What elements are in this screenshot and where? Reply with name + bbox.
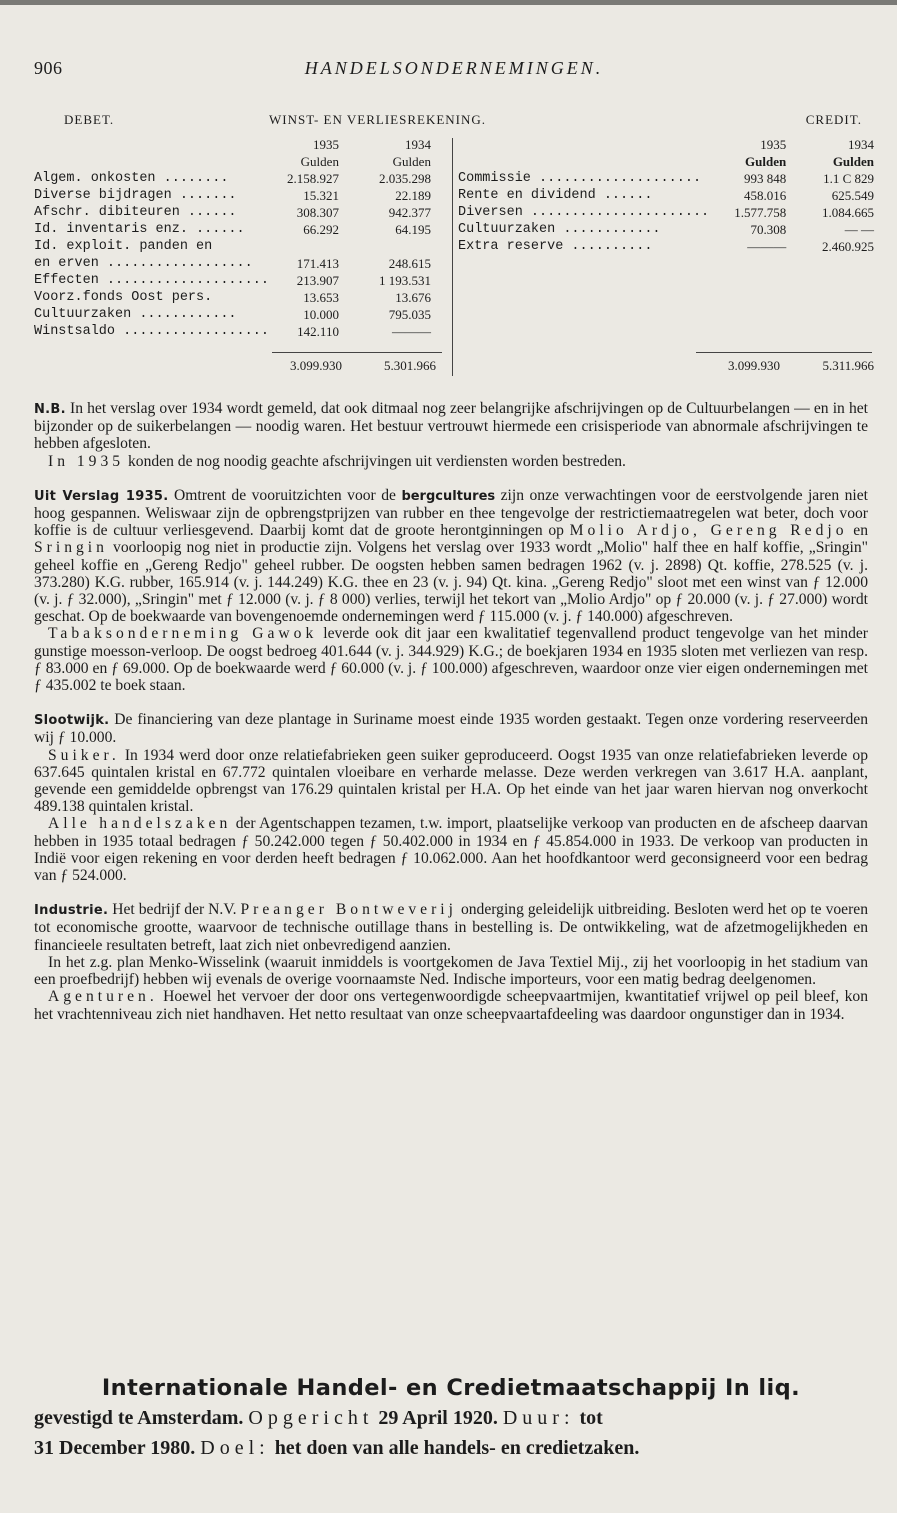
debet-label: en erven ..................	[34, 256, 253, 271]
company-founded-label: Opgericht	[248, 1407, 374, 1429]
credit-total-1935: 3.099.930	[728, 358, 780, 373]
debet-row	[34, 306, 431, 323]
profit-loss-account	[34, 136, 874, 391]
credit-value-1934: 2.460.925	[822, 239, 874, 254]
account-heading	[34, 112, 874, 132]
debet-value-1935: 308.307	[296, 205, 339, 220]
debet-year-1935: 1935	[312, 137, 339, 152]
credit-unit-row	[458, 153, 874, 170]
debet-year-1934: 1934	[404, 137, 431, 152]
company-founded-date: 29 April 1920.	[373, 1407, 503, 1429]
credit-value-1935: 458.016	[743, 188, 787, 203]
debet-value-1934: 13.676	[395, 290, 431, 305]
verslag-spaced-1: Molio Ardjo, Gereng Redjo	[569, 522, 848, 540]
debet-unit-1934: Gulden	[392, 154, 431, 169]
nb-lead: N.B.	[34, 402, 66, 417]
debet-value-1934: 942.377	[388, 205, 431, 220]
verslag-spaced-2: Sringin	[34, 539, 108, 557]
debet-label: Algem. onkosten ........	[34, 171, 229, 186]
credit-label: Cultuurzaken ............	[458, 222, 661, 237]
industrie-text-3: In het z.g. plan Menko-Wisselink (waaruit inmiddels is voortgekomen de Java Textiel Mij., zij het voorloopig in het stadium van een proefbedrijf) hebben wij evenals de overige voornaamste Ned. Indische importeurs, voor een matig bedrag deelgenomen.	[34, 953, 868, 989]
slootwijk-paragraph	[34, 711, 868, 746]
credit-label: Commissie ....................	[458, 171, 702, 186]
industrie-paragraph-3	[34, 988, 868, 1022]
slootwijk-spaced-2: Alle handelszaken	[48, 815, 232, 833]
company-seat: gevestigd te Amsterdam.	[34, 1407, 249, 1429]
verslag-paragraph-2	[34, 625, 868, 694]
credit-row	[458, 221, 874, 238]
debet-row	[34, 323, 431, 340]
credit-label: Extra reserve ..........	[458, 239, 653, 254]
debet-value-1934: 248.615	[388, 256, 431, 271]
company-line-2	[34, 1433, 868, 1463]
credit-unit-1935: Gulden	[745, 154, 787, 169]
company-purpose-label: Doel:	[200, 1437, 270, 1459]
verslag-text-3: en	[847, 522, 868, 540]
debet-row	[34, 170, 431, 187]
credit-value-1935: ———	[747, 239, 787, 254]
debet-row	[34, 204, 431, 221]
industrie-paragraph-2	[34, 954, 868, 988]
debet-row	[34, 221, 431, 238]
nb-paragraph	[34, 400, 868, 453]
industrie-text-1: Het bedrijf der N.V.	[108, 901, 241, 919]
slootwijk-text-1: De financiering van deze plantage in Suriname moest einde 1935 worden gestaakt. Tegen onze vordering reserveerden wij ƒ 10.000.	[34, 711, 868, 747]
debet-value-1935: 142.110	[297, 324, 339, 339]
debet-label: Id. inventaris enz. ......	[34, 222, 245, 237]
debet-value-1934: 2.035.298	[378, 171, 431, 186]
debet-label: Afschr. dibiteuren ......	[34, 205, 237, 220]
verslag-text-2: zijn onze verwachtingen voor de eerstvolgende jaren niet hoog gespannen. Weliswaar zijn de opbrengstprijzen van rubber en thee tengevolge der restrictiemaatregelen wat beter, doch voor koffie is de cultuur verliesgevend. Daarbij komt dat de groote herontginningen op	[34, 486, 868, 540]
debet-table	[34, 136, 431, 340]
credit-row	[458, 187, 874, 204]
credit-table	[458, 136, 874, 255]
verslag-paragraph	[34, 487, 868, 626]
debet-value-1935: 13.653	[303, 290, 339, 305]
page-number: 906	[34, 58, 63, 78]
debet-rows	[34, 170, 431, 340]
page-header	[34, 58, 874, 82]
credit-year-row	[458, 136, 874, 153]
credit-row	[458, 238, 874, 255]
debet-value-1934: 22.189	[395, 188, 431, 203]
slootwijk-lead: Slootwijk.	[34, 713, 110, 729]
credit-label: CREDIT.	[805, 112, 862, 127]
debet-row	[34, 187, 431, 204]
verslag-text-4: voorloopig nog niet in productie zijn. Volgens het verslag over 1933 wordt „Molio" half thee en half koffie, „Sringin" geheel koffie en „Gereng Redjo" geheel rubber. De oogsten hebben samen bedragen 1962 (v. j. 2898) Qt. koffie, 278.525 (v. j. 373.280) K.G. rubber, 165.914 (v. j. 144.249) K.G. thee en 23 (v. j. 94) Qt. kina. „Gereng Redjo" sloot met een winst van ƒ 12.000 (v. j. ƒ 32.000), „Sringin" met ƒ 12.000 (v. j. ƒ 8 000) verlies, terwijl het tekort van „Molio Ardjo" op ƒ 20.000 (v. j. ƒ 27.000) wordt geschat. Op de boekwaarde van bovengenoemde ondernemingen werd ƒ 115.000 (v. j. ƒ 140.000) afgeschreven.	[34, 539, 868, 626]
credit-label: Rente en dividend ......	[458, 188, 653, 203]
credit-value-1934: 1.1 C 829	[823, 171, 874, 186]
nb-text-2: konden de nog noodig geachte afschrijvingen uit verdiensten worden bestreden.	[124, 452, 626, 470]
credit-label: Diversen ......................	[458, 205, 710, 220]
verslag-bold: bergcultures	[401, 488, 496, 504]
credit-value-1935: 993 848	[743, 171, 787, 186]
slootwijk-text-3: der Agentschappen tezamen, t.w. import, plaatselijke verkoop van producten en de afscheep daarvan hebben in 1935 totaal bedragen ƒ 50.242.000 tegen ƒ 50.402.000 in 1934 en ƒ 45.854.000 in 1933. De verkoop van producten in Indië voor eigen rekening en voor derden heeft bedragen ƒ 10.062.000. Aan het hoofdkantoor werd geconsigneerd voor een bedrag van ƒ 524.000.	[34, 815, 868, 885]
company-duration-date: 31 December 1980.	[34, 1437, 201, 1459]
company-line-1	[34, 1403, 868, 1433]
industrie-spaced-1: Preanger Bontweverij	[240, 901, 457, 919]
company-purpose: het doen van alle handels- en credietzaken.	[269, 1437, 640, 1459]
credit-value-1934: 625.549	[831, 188, 874, 203]
debet-total-1935: 3.099.930	[290, 358, 342, 373]
credit-total-rule	[696, 352, 872, 353]
debet-label: Cultuurzaken ............	[34, 307, 237, 322]
industrie-lead: Industrie.	[34, 903, 109, 919]
debet-value-1935: 15.321	[303, 188, 339, 203]
credit-value-1935: 70.308	[750, 222, 787, 237]
debet-label: Id. exploit. panden en	[34, 239, 213, 254]
verslag-text-5: leverde ook dit jaar een kwalitatief tegenvallend product tengevolge van het minder gunstige moesson-verloop. De oogst bedroeg 401.644 (v. j. 344.929) K.G.; de boekjaren 1934 en 1935 sloten met verliezen van resp. ƒ 83.000 en ƒ 69.000. Op de boekwaarde werd ƒ 60.000 (v. j. ƒ 100.000) afgeschreven, waardoor onze vier eigen ondernemingen met ƒ 435.002 te boek staan.	[34, 625, 868, 695]
debet-year-row	[34, 136, 431, 153]
credit-row	[458, 170, 874, 187]
account-divider	[452, 138, 453, 376]
verslag-text-1: Omtrent de vooruitzichten voor de	[168, 486, 402, 504]
debet-row	[34, 272, 431, 289]
nb-year: In 1935	[48, 452, 125, 470]
debet-value-1935: 171.413	[296, 256, 339, 271]
debet-value-1934: 795.035	[388, 307, 431, 322]
slootwijk-spaced-1: Suiker.	[48, 746, 120, 764]
debet-label: Diverse bijdragen .......	[34, 188, 237, 203]
nb-text: In het verslag over 1934 wordt gemeld, dat ook ditmaal nog zeer belangrijke afschrijvingen op de Cultuurbelangen — en in het bijzonder op de suikerbelangen — noodig waren. Het bestuur vertrouwt hiermede een crisisperiode van abnormale afschrijvingen te hebben afgesloten.	[34, 400, 868, 453]
credit-year-1934: 1934	[848, 137, 874, 152]
credit-total-1934: 5.311.966	[822, 358, 874, 373]
verslag-lead: Uit Verslag 1935.	[34, 488, 169, 504]
slootwijk-paragraph-3	[34, 815, 868, 884]
verslag-spaced-3: Tabaksonderneming Gawok	[48, 625, 318, 643]
debet-row	[34, 289, 431, 306]
credit-value-1934: — —	[844, 222, 874, 237]
slootwijk-text-2: In 1934 werd door onze relatiefabrieken geen suiker geproduceerd. Oogst 1935 van onze relatiefabrieken leverde op 637.645 quintalen kristal en 67.772 quintalen vloeibare en verharde melasse. Deze werden verkregen van 3.617 H.A. aanplant, gevende een gemiddelde opbrengst van 176.29 quintalen kristal per H.A. Op het einde van het jaar waren hiervan nog onverkocht 489.138 quintalen kristal.	[34, 746, 868, 816]
debet-row	[34, 238, 431, 255]
debet-row	[34, 255, 431, 272]
credit-unit-1934: Gulden	[832, 154, 874, 169]
credit-year-1935: 1935	[760, 137, 787, 152]
debet-value-1934: 1 193.531	[378, 273, 431, 288]
company-name: Internationale Handel- en Credietmaatschappij In liq.	[101, 1375, 801, 1401]
credit-value-1934: 1.084.665	[822, 205, 874, 220]
debet-label: Winstsaldo ..................	[34, 324, 269, 339]
debet-value-1935: 66.292	[303, 222, 339, 237]
credit-rows	[458, 170, 874, 255]
debet-unit-row	[34, 153, 431, 170]
credit-row	[458, 204, 874, 221]
debet-unit-1935: Gulden	[300, 154, 339, 169]
debet-total-1934: 5.301.966	[384, 358, 436, 373]
debet-label: Voorz.fonds Oost pers.	[34, 290, 213, 305]
credit-column	[458, 136, 874, 255]
company-duration-tot: tot	[574, 1407, 603, 1429]
industrie-text-2: onderging geleidelijk uitbreiding. Besloten werd het op te voeren tot economische grootte, waarvoor de technische outillage thans in bestelling is. De ontwikkeling, wat de afzetmogelijkheden en financieele resultaten betreft, laat zich niet onbevredigend aanzien.	[34, 901, 868, 954]
industrie-spaced-2: Agenturen.	[48, 988, 158, 1006]
running-head: HANDELSONDERNEMINGEN.	[304, 58, 604, 78]
debet-value-1934: 64.195	[395, 222, 431, 237]
debet-total-rule	[272, 352, 442, 353]
credit-value-1935: 1.577.758	[734, 205, 787, 220]
debet-label: Effecten ....................	[34, 273, 269, 288]
debet-value-1935: 10.000	[303, 307, 339, 322]
debet-column	[34, 136, 444, 340]
debet-value-1934: ———	[391, 324, 431, 339]
body-text	[34, 400, 868, 1023]
nb-paragraph-2	[34, 453, 868, 470]
industrie-paragraph	[34, 901, 868, 954]
debet-value-1935: 213.907	[296, 273, 339, 288]
top-rule	[0, 0, 897, 5]
debet-value-1935: 2.158.927	[286, 171, 339, 186]
debet-label: DEBET.	[64, 112, 115, 127]
industrie-text-4: Hoewel het vervoer der door ons vertegenwoordigde scheepvaartmijen, kwantitatief vrijwel op peil bleef, kon het vrachtenniveau zich niet handhaven. Het netto resultaat van onze scheepvaartafdeeling was daardoor ongunstiger dan in 1934.	[34, 988, 868, 1023]
account-title: WINST- EN VERLIESREKENING.	[269, 112, 487, 127]
slootwijk-paragraph-2	[34, 747, 868, 816]
company-entry	[34, 1373, 868, 1463]
debet-value-1934	[339, 238, 431, 255]
company-duration-label: Duur:	[502, 1407, 575, 1429]
debet-value-1935	[269, 238, 339, 255]
